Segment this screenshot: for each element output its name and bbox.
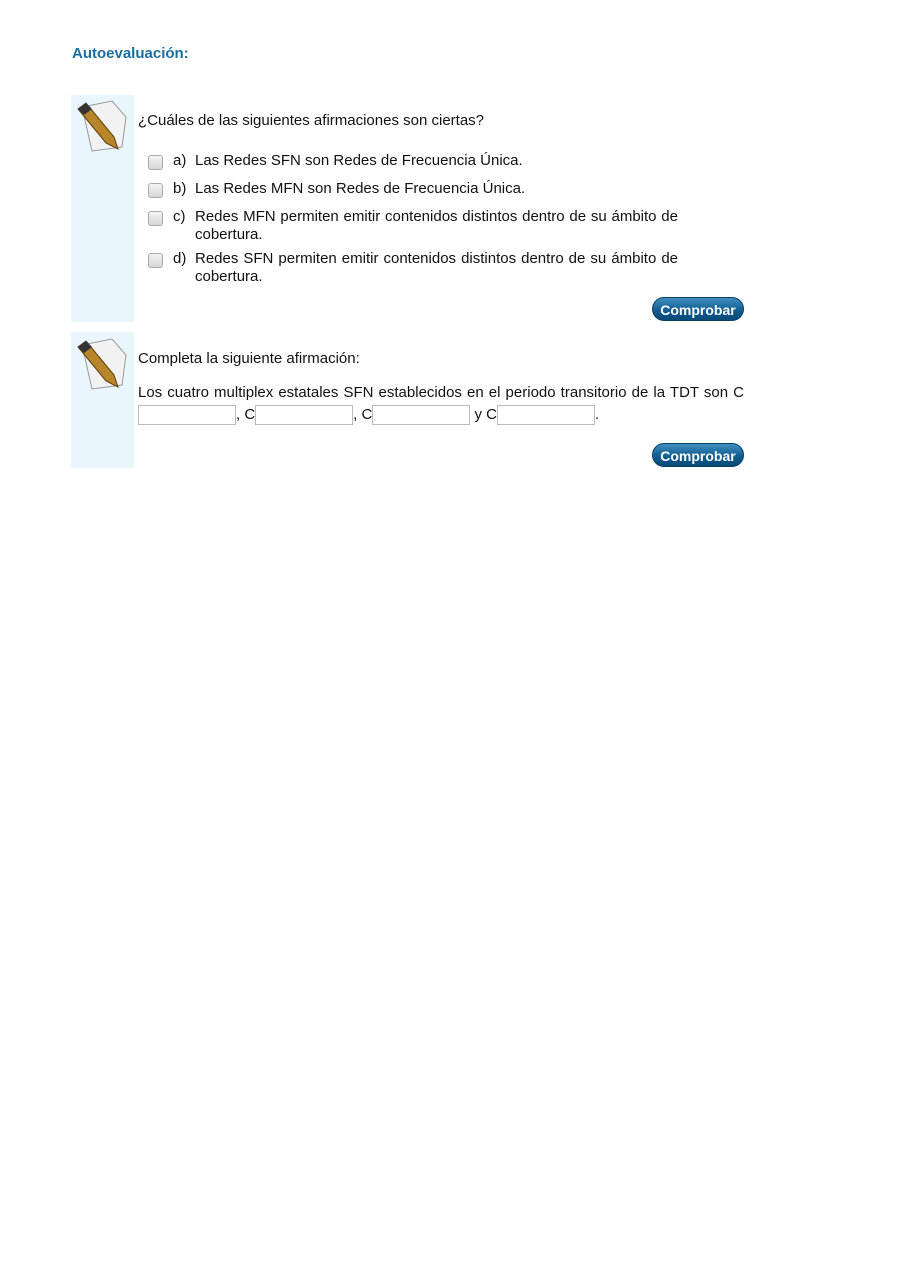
check-button-1[interactable]: Comprobar — [652, 297, 744, 321]
pen-paper-icon — [72, 335, 128, 391]
checkbox-d[interactable] — [148, 253, 163, 268]
pen-paper-icon — [72, 97, 128, 153]
fill-in-statement — [138, 382, 744, 426]
checkbox-b[interactable] — [148, 183, 163, 198]
sep: , C — [236, 406, 256, 423]
sep: . — [595, 406, 600, 423]
option-label: c) — [173, 208, 186, 225]
option-label: d) — [173, 250, 187, 267]
sep: , C — [353, 406, 373, 423]
blank-1[interactable] — [138, 405, 236, 425]
question-2: Completa la siguiente afirmación: — [138, 350, 360, 367]
blank-2[interactable] — [255, 405, 353, 425]
checkbox-c[interactable] — [148, 211, 163, 226]
option-text: Las Redes SFN son Redes de Frecuencia Única. — [195, 152, 523, 169]
checkbox-a[interactable] — [148, 155, 163, 170]
option-b — [148, 180, 678, 198]
option-label: b) — [173, 180, 187, 197]
check-button-2[interactable]: Comprobar — [652, 443, 744, 467]
option-text: Redes SFN permiten emitir contenidos distintos dentro de su ámbito de cobertura. — [195, 250, 678, 285]
option-text: Las Redes MFN son Redes de Frecuencia Única. — [195, 180, 526, 197]
option-c — [148, 208, 678, 244]
option-label: a) — [173, 152, 187, 169]
option-a — [148, 152, 678, 170]
question-1: ¿Cuáles de las siguientes afirmaciones son ciertas? — [138, 112, 485, 129]
option-text: Redes MFN permiten emitir contenidos distintos dentro de su ámbito de cobertura. — [195, 208, 678, 243]
blank-3[interactable] — [372, 405, 470, 425]
option-d — [148, 250, 678, 286]
blank-4[interactable] — [497, 405, 595, 425]
statement-text: Los cuatro multiplex estatales SFN establecidos en el periodo transitorio de la TDT son C — [138, 384, 744, 401]
sep: y C — [470, 406, 498, 423]
page-title: Autoevaluación: — [72, 45, 189, 62]
